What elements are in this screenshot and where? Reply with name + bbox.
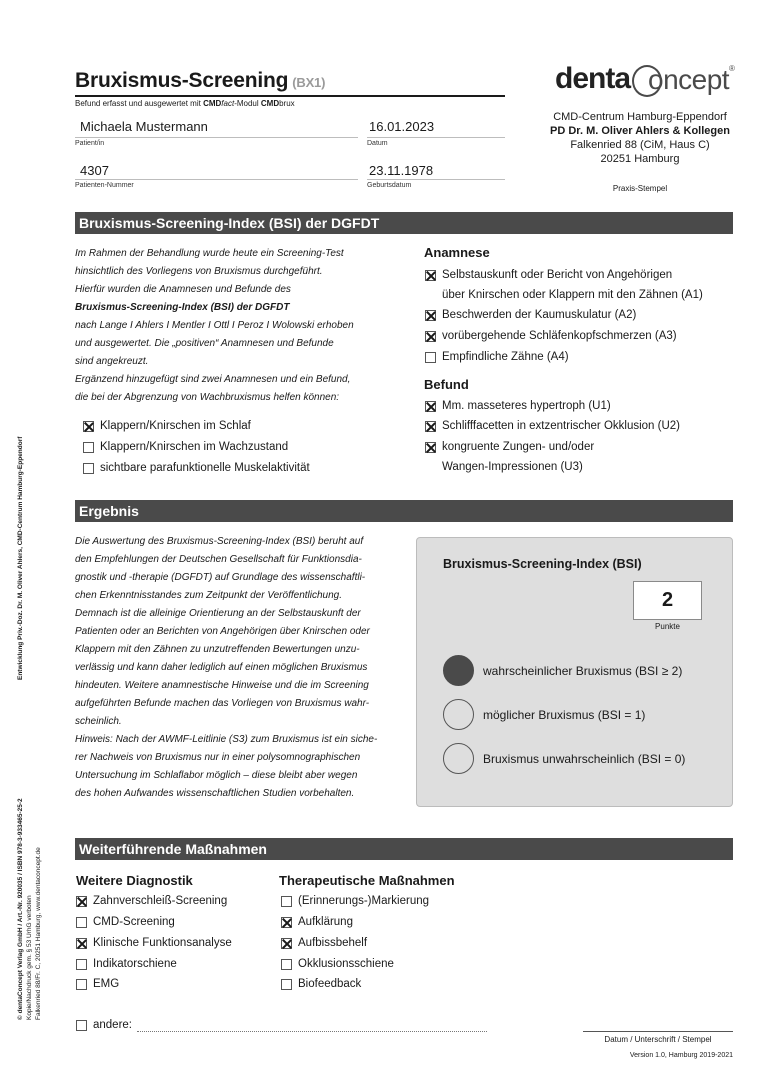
patient-name-label: Patient/in [75,140,105,147]
patient-number-value: 4307 [80,163,109,178]
checkbox-label: Okklusionsschiene [298,958,394,970]
result-line: rer Nachweis von Bruxismus nur in einer polysomnographischen [75,752,361,763]
extra-item-awake[interactable] [83,441,288,453]
checkbox[interactable] [281,959,292,970]
befund-item-u1[interactable] [425,400,611,412]
section-bar-result: Ergebnis [75,500,733,522]
title-text: Bruxismus-Screening [75,69,289,92]
intro-line: und ausgewertet. Die „positiven“ Anamnesen und Befunde [75,338,334,349]
checkbox[interactable] [76,896,87,907]
subline-bold-1: CMD [203,99,222,108]
clinic-address [540,110,740,166]
clinic-line-4: 20251 Hamburg [600,153,680,165]
checkbox[interactable] [76,938,87,949]
result-line: scheinlich. [75,716,122,727]
checkbox[interactable] [425,421,436,432]
side-development-note: Entwicklung Priv.-Doz. Dr. M. Oliver Ahlers, CMD-Centrum Hamburg-Eppendorf [17,436,24,680]
result-line: gnostik und -therapie (DGFDT) auf Grundlage des wissenschaftli- [75,572,366,583]
anamnese-a1-continuation: über Knirschen oder Klappern mit den Zähnen (A1) [442,289,703,301]
anamnese-item-a4[interactable] [425,351,569,363]
clinic-line-3: Falkenried 88 (CiM, Haus C) [570,139,710,151]
checkbox-label: Schlifffacetten in extzentrischer Okklusion (U2) [442,420,680,432]
checkbox-label: sichtbare parafunktionelle Muskelaktivität [100,462,310,474]
bsi-panel-title: Bruxismus-Screening-Index (BSI) [443,557,642,571]
radio-label: Bruxismus unwahrscheinlich (BSI = 0) [483,751,686,766]
result-line: des hohen Aufwandes wissenschaftlichen Studien vorbehalten. [75,788,355,799]
checkbox[interactable] [83,463,94,474]
checkbox-label: Klappern/Knirschen im Schlaf [100,420,251,432]
radio-dot[interactable] [443,655,474,686]
radio-dot[interactable] [443,699,474,730]
checkbox-label: Indikatorschiene [93,958,177,970]
checkbox-label: Biofeedback [298,978,362,990]
checkbox[interactable] [76,959,87,970]
extra-item-muscle[interactable] [83,462,310,474]
result-line: hindeuten. Weitere anamnestische Hinweise und die im Screening [75,680,369,691]
patient-name-rule [75,137,358,138]
intro-line: nach Lange I Ahlers I Mentler I Ottl I Peroz I Wolowski erhoben [75,320,354,331]
result-line: Demnach ist die alleinige Orientierung an der Selbstauskunft der [75,608,361,619]
ther-item-splint[interactable] [281,958,394,970]
checkbox[interactable] [425,310,436,321]
form-code: (BX1) [292,75,326,90]
date-value: 16.01.2023 [369,119,435,134]
logo-text-concept: oncept [648,64,730,95]
radio-dot[interactable] [443,743,474,774]
diag-item-indicator[interactable] [76,958,177,970]
subline-post: brux [279,99,295,108]
result-line: chen Erkenntnisstandes zum Zeitpunkt der Veröffentlichung. [75,590,343,601]
diag-item-cmd[interactable] [76,916,175,928]
ther-item-bite[interactable] [281,937,367,949]
checkbox[interactable] [281,896,292,907]
birthdate-label: Geburtsdatum [367,182,412,189]
signature-label: Datum / Unterschrift / Stempel [604,1035,712,1044]
checkbox[interactable] [425,442,436,453]
result-line: Hinweis: Nach der AWMF-Leitlinie (S3) zum Bruxismus ist ein siche- [75,734,378,745]
befund-u3-continuation: Wangen-Impressionen (U3) [442,461,583,473]
logo-registered-mark: ® [729,64,735,73]
section-bar-bsi: Bruxismus-Screening-Index (BSI) der DGFDT [75,212,733,234]
checkbox-label: Empfindliche Zähne (A4) [442,351,569,363]
dentaconcept-logo [555,62,735,102]
checkbox[interactable] [83,442,94,453]
checkbox-label: Aufbissbehelf [298,937,368,949]
checkbox-label: Mm. masseteres hypertroph (U1) [442,400,611,412]
birthdate-rule [367,179,505,180]
intro-line: Im Rahmen der Behandlung wurde heute ein Screening-Test [75,248,344,259]
diag-item-emg[interactable] [76,978,119,990]
bsi-option-unlikely[interactable] [443,743,685,774]
patient-name-value: Michaela Mustermann [80,119,208,134]
intro-line: Ergänzend hinzugefügt sind zwei Anamnesen und ein Befund, [75,374,351,385]
extra-item-sleep[interactable] [83,420,251,432]
result-line: den Empfehlungen der Deutschen Gesellschaft für Funktionsdia- [75,554,362,565]
checkbox[interactable] [425,352,436,363]
intro-line: sind angekreuzt. [75,356,149,367]
side-publisher-address: Falkenried 88/Fr. C, 20251 Hamburg, www.dentaconcept.de [35,847,42,1020]
bsi-score-value: 2 [633,581,702,620]
bsi-score-label: Punkte [655,622,680,631]
intro-line: die bei der Abgrenzung von Wachbruxismus helfen können: [75,392,340,403]
therapie-heading: Therapeutische Maßnahmen [279,873,455,888]
anamnese-heading: Anamnese [424,245,490,260]
radio-label: wahrscheinlicher Bruxismus (BSI ≥ 2) [483,663,683,678]
checkbox[interactable] [425,401,436,412]
checkbox-label: andere: [93,1019,133,1031]
software-note [75,99,295,108]
birthdate-value: 23.11.1978 [369,163,434,178]
intro-line: hinsichtlich des Vorliegens von Bruxismus durchgeführt. [75,266,323,277]
result-line: verlässig und kann daher lediglich auf einen möglichen Bruxismus [75,662,368,673]
patient-number-label: Patienten-Nummer [75,182,134,189]
section-bar-measures: Weiterführende Maßnahmen [75,838,733,860]
clinic-line-1: CMD-Centrum Hamburg-Eppendorf [553,111,727,123]
intro-line: Hierfür wurden die Anamnesen und Befunde des [75,284,291,295]
subline-bold-2: CMD [260,99,280,108]
subline-italic: fact [221,99,235,108]
checkbox[interactable] [83,421,94,432]
version-note: Version 1.0, Hamburg 2019-2021 [629,1052,733,1059]
befund-item-u2[interactable] [425,420,680,432]
side-copy-note: Kopie/Nachdruck gem. § 53 UrhG verboten [26,895,33,1020]
checkbox-label: Selbstauskunft oder Bericht von Angehörigen [442,269,673,281]
checkbox-label: kongruente Zungen- und/oder [442,441,595,453]
bsi-option-probable[interactable] [443,655,682,686]
radio-label: möglicher Bruxismus (BSI = 1) [483,707,646,722]
checkbox[interactable] [425,331,436,342]
checkbox-label: Aufklärung [298,916,353,928]
intro-text [75,245,405,407]
page-title [75,69,325,93]
checkbox[interactable] [425,270,436,281]
checkbox[interactable] [281,917,292,928]
side-copyright: © dentaConcept Verlag GmbH / Art.-Nr. 920035 / ISBN 978-3-933465-25-2 [17,798,24,1020]
anamnese-item-a3[interactable] [425,330,677,342]
result-line: aufgeführten Befunde machen das Vorliegen von Bruxismus wahr- [75,698,370,709]
checkbox-label: Klinische Funktionsanalyse [93,937,232,949]
checkbox[interactable] [76,1020,87,1031]
intro-line-bold: Bruxismus-Screening-Index (BSI) der DGFDT [75,302,290,313]
signature-line[interactable] [583,1031,733,1032]
checkbox-label: CMD-Screening [93,916,175,928]
result-line: Klappern mit den Zähnen zu unzutreffenden Bewertungen unzu- [75,644,360,655]
anamnese-item-a2[interactable] [425,309,636,321]
checkbox-label: Zahnverschleiß-Screening [93,895,228,907]
ther-item-marking[interactable] [281,895,429,907]
practice-stamp-label: Praxis-Stempel [612,184,668,193]
diagnostik-heading: Weitere Diagnostik [76,873,193,888]
anamnese-item-a1[interactable] [425,269,672,281]
result-line: Patienten oder an Berichten von Angehörigen über Knirschen oder [75,626,370,637]
clinic-line-2: PD Dr. M. Oliver Ahlers & Kollegen [550,125,730,137]
ther-item-education[interactable] [281,916,353,928]
subline-pre: Befund erfasst und ausgewertet mit [75,99,204,108]
result-text [75,533,405,803]
ther-item-biofeedback[interactable] [281,978,361,990]
date-rule [367,137,505,138]
diag-item-function[interactable] [76,937,232,949]
other-entry-line[interactable] [137,1031,487,1032]
checkbox-label: Klappern/Knirschen im Wachzustand [100,441,289,453]
checkbox-label: (Erinnerungs-)Markierung [298,895,430,907]
befund-item-u3[interactable] [425,441,594,453]
befund-heading: Befund [424,377,469,392]
result-line: Die Auswertung des Bruxismus-Screening-Index (BSI) beruht auf [75,536,364,547]
checkbox[interactable] [76,979,87,990]
other-measure[interactable] [76,1019,132,1031]
bsi-option-possible[interactable] [443,699,645,730]
logo-text-denta: denta [555,62,631,95]
result-line: Untersuchung im Schlaflabor möglich – diese bleibt aber wegen [75,770,358,781]
date-label: Datum [367,140,388,147]
checkbox[interactable] [281,979,292,990]
checkbox-label: vorübergehende Schläfenkopfschmerzen (A3) [442,330,677,342]
checkbox-label: EMG [93,978,120,990]
patient-number-rule [75,179,358,180]
subline-mid: -Modul [234,99,261,108]
title-rule [75,95,505,97]
checkbox[interactable] [76,917,87,928]
checkbox[interactable] [281,938,292,949]
diag-item-wear[interactable] [76,895,227,907]
checkbox-label: Beschwerden der Kaumuskulatur (A2) [442,309,637,321]
